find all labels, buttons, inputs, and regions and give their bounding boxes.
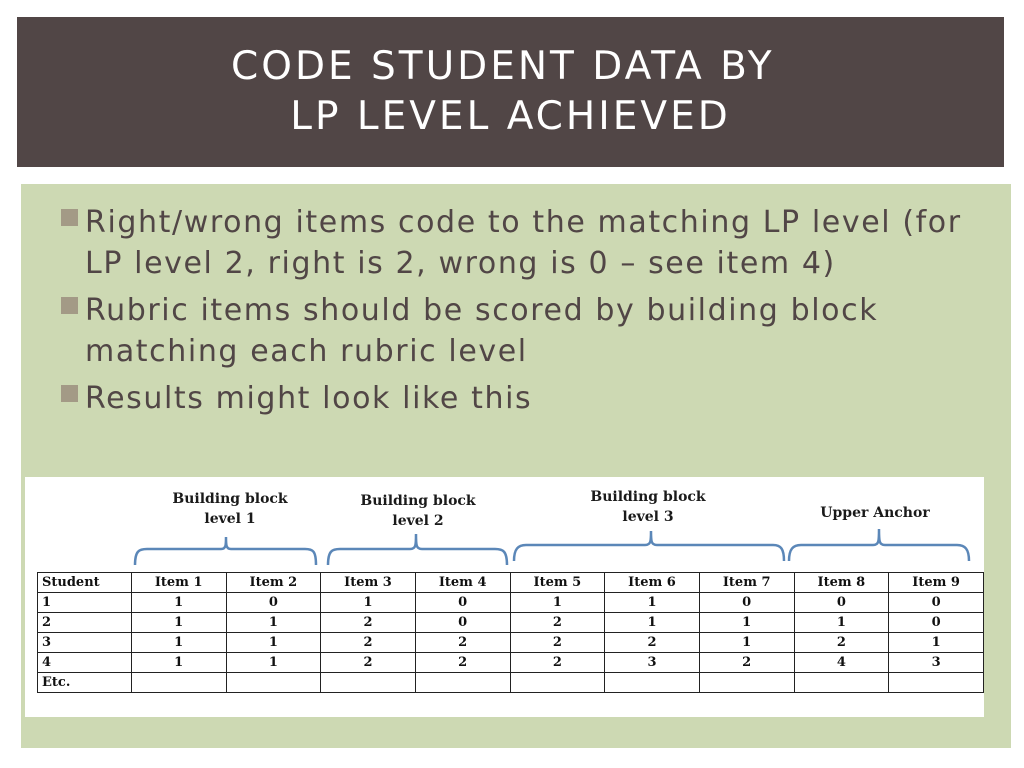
table-cell	[226, 673, 321, 693]
column-header: Item 9	[889, 573, 984, 593]
bullet-item	[61, 378, 981, 419]
table-cell: 1	[226, 633, 321, 653]
table-cell: 1	[699, 633, 794, 653]
table-cell	[510, 673, 605, 693]
table-cell: 0	[889, 613, 984, 633]
column-header: Item 7	[699, 573, 794, 593]
bullet-text: Results might look like this	[85, 381, 533, 416]
table-cell: 3	[889, 653, 984, 673]
table-cell: 2	[415, 653, 510, 673]
table-cell: 1	[131, 653, 226, 673]
bullet-text: Rubric items should be scored by building block matching each rubric level	[85, 293, 879, 369]
table-row	[38, 673, 984, 693]
table-cell	[794, 673, 889, 693]
bracket-level-3	[514, 531, 784, 561]
bullet-item	[61, 202, 981, 284]
table-cell: 2	[38, 613, 132, 633]
bullet-item	[61, 290, 981, 372]
table-cell: 1	[38, 593, 132, 613]
table-cell: 0	[226, 593, 321, 613]
table-cell	[699, 673, 794, 693]
table-cell: 1	[794, 613, 889, 633]
table-cell: 1	[131, 613, 226, 633]
column-header: Item 8	[794, 573, 889, 593]
table-cell	[605, 673, 700, 693]
table-cell: 2	[321, 613, 416, 633]
table-cell: 0	[699, 593, 794, 613]
table-cell: 1	[131, 633, 226, 653]
table-cell: 0	[415, 593, 510, 613]
square-bullet-icon	[61, 209, 78, 226]
table-cell: 3	[605, 653, 700, 673]
title-banner	[17, 17, 1004, 167]
table-cell: 4	[794, 653, 889, 673]
table-cell	[889, 673, 984, 693]
table-cell: 1	[605, 613, 700, 633]
table-cell: 2	[794, 633, 889, 653]
group-label-level-3: Building block level 3	[590, 489, 706, 525]
table-cell	[321, 673, 416, 693]
column-header: Item 1	[131, 573, 226, 593]
table-cell: 0	[794, 593, 889, 613]
table-cell: 1	[131, 593, 226, 613]
table-cell: 2	[510, 653, 605, 673]
table-cell: 2	[321, 653, 416, 673]
table-cell: 1	[226, 613, 321, 633]
table-cell: 2	[510, 613, 605, 633]
table-cell: 0	[889, 593, 984, 613]
table-cell: 2	[699, 653, 794, 673]
table-cell: 1	[605, 593, 700, 613]
results-table	[37, 572, 984, 693]
column-header: Item 6	[605, 573, 700, 593]
table-cell: 3	[38, 633, 132, 653]
results-figure	[25, 477, 984, 717]
table-cell: 1	[699, 613, 794, 633]
table-cell: 1	[321, 593, 416, 613]
column-header: Student	[38, 573, 132, 593]
table-cell	[131, 673, 226, 693]
table-cell: 1	[510, 593, 605, 613]
bracket-level-2	[328, 534, 507, 565]
table-cell: 2	[605, 633, 700, 653]
table-cell: 0	[415, 613, 510, 633]
column-header: Item 3	[321, 573, 416, 593]
column-header: Item 5	[510, 573, 605, 593]
slide-title-line-1: CODE STUDENT DATA BY	[231, 44, 790, 89]
table-cell: 4	[38, 653, 132, 673]
group-label-level-2: Building block level 2	[360, 493, 476, 529]
table-cell: 2	[415, 633, 510, 653]
table-cell: 2	[510, 633, 605, 653]
table-row	[38, 613, 984, 633]
table-row	[38, 633, 984, 653]
bullet-text: Right/wrong items code to the matching LP level (for LP level 2, right is 2, wrong is 0 – see item 4)	[85, 205, 962, 281]
bracket-upper-anchor	[789, 529, 969, 561]
slide-title-line-2: LP LEVEL ACHIEVED	[290, 94, 731, 139]
table-cell: 1	[889, 633, 984, 653]
content-area	[21, 184, 1011, 748]
table-row	[38, 653, 984, 673]
table-cell: 1	[226, 653, 321, 673]
bullet-list	[61, 202, 981, 425]
table-header-row	[38, 573, 984, 593]
group-brackets	[25, 477, 984, 572]
table-cell: 2	[321, 633, 416, 653]
column-header: Item 4	[415, 573, 510, 593]
table-cell: Etc.	[38, 673, 132, 693]
table-row	[38, 593, 984, 613]
bracket-level-1	[135, 537, 316, 565]
square-bullet-icon	[61, 297, 78, 314]
column-header: Item 2	[226, 573, 321, 593]
square-bullet-icon	[61, 385, 78, 402]
group-label-level-1: Building block level 1	[172, 491, 288, 527]
group-label-upper-anchor: Upper Anchor	[820, 505, 930, 521]
table-cell	[415, 673, 510, 693]
